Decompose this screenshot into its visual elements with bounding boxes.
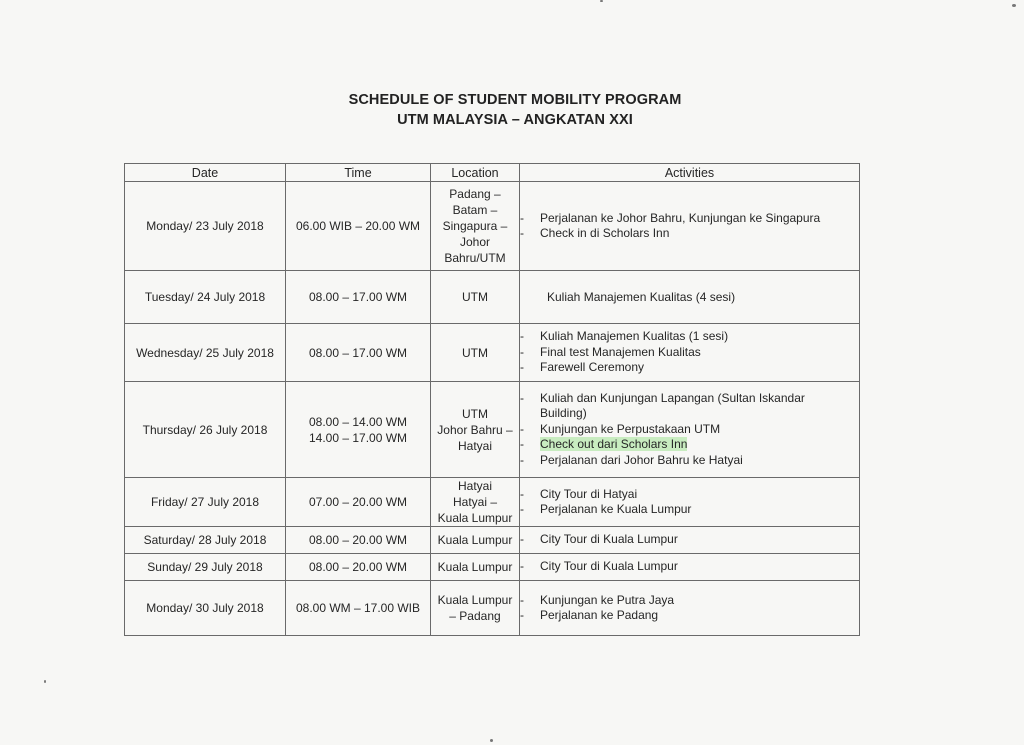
activity-list — [520, 487, 859, 518]
activity-item: - Kunjungan ke Perpustakaan UTM — [520, 422, 859, 438]
date-cell: Friday/ 27 July 2018 — [125, 478, 286, 527]
location-line: Kuala Lumpur — [437, 593, 513, 607]
scan-speck — [490, 739, 493, 742]
header-row — [125, 164, 860, 182]
activity-text: Kuliah Manajemen Kualitas (4 sesi) — [547, 290, 736, 304]
activity-item: - City Tour di Kuala Lumpur — [520, 559, 859, 575]
date-cell: Monday/ 30 July 2018 — [125, 581, 286, 636]
activities-cell — [520, 527, 860, 554]
activity-item: - Perjalanan ke Kuala Lumpur — [520, 502, 859, 518]
activity-item: - Perjalanan ke Padang — [520, 608, 859, 624]
activity-item: - Final test Manajemen Kualitas — [520, 345, 859, 361]
location-cell — [431, 271, 520, 324]
activity-list — [520, 391, 859, 469]
time-cell — [286, 324, 431, 382]
scan-speck — [1012, 4, 1016, 7]
table-row — [125, 478, 860, 527]
activities-cell — [520, 271, 860, 324]
date-cell: Monday/ 23 July 2018 — [125, 182, 286, 271]
activity-item: - Perjalanan dari Johor Bahru ke Hatyai — [520, 453, 859, 469]
location-line: UTM — [462, 345, 488, 360]
time-line: 07.00 – 20.00 WM — [308, 495, 408, 509]
location-cell — [431, 382, 520, 478]
location-line: Johor Bahru – — [437, 422, 513, 437]
activity-list — [520, 593, 859, 624]
activities-cell — [520, 382, 860, 478]
time-cell — [286, 271, 431, 324]
location-line: Hatyai – — [452, 495, 498, 509]
time-line: 08.00 WM – 17.00 WIB — [295, 601, 421, 615]
location-cell — [431, 182, 520, 271]
activities-cell — [520, 324, 860, 382]
date-cell: Wednesday/ 25 July 2018 — [125, 324, 286, 382]
activities-cell — [520, 581, 860, 636]
table-row — [125, 271, 860, 324]
table-row — [125, 382, 860, 478]
activities-cell — [520, 182, 860, 271]
activity-list — [520, 559, 859, 575]
location-cell — [431, 324, 520, 382]
activity-item: - Farewell Ceremony — [520, 360, 859, 376]
title-line-2: UTM MALAYSIA – ANGKATAN XXI — [397, 112, 633, 128]
location-line: Hatyai — [457, 479, 492, 493]
location-line: Johor — [459, 235, 491, 249]
location-line: UTM — [462, 406, 488, 421]
header-activities: Activities — [520, 164, 860, 182]
time-line: 08.00 – 20.00 WM — [308, 560, 408, 574]
date-cell: Sunday/ 29 July 2018 — [125, 554, 286, 581]
title-line-1: SCHEDULE OF STUDENT MOBILITY PROGRAM — [348, 92, 682, 108]
header-date: Date — [125, 164, 286, 182]
location-cell — [431, 478, 520, 527]
time-line: 08.00 – 14.00 WM — [308, 414, 408, 429]
time-cell — [286, 581, 431, 636]
activity-item — [520, 437, 859, 453]
time-line: 08.00 – 17.00 WM — [308, 290, 408, 304]
time-line: 14.00 – 17.00 WM — [308, 430, 408, 445]
schedule-table — [124, 163, 860, 636]
time-cell — [286, 554, 431, 581]
header-time: Time — [286, 164, 431, 182]
time-cell — [286, 478, 431, 527]
time-line: 06.00 WIB – 20.00 WM — [295, 219, 421, 233]
table-row — [125, 527, 860, 554]
location-line: Padang – — [449, 187, 501, 201]
location-line: Kuala Lumpur — [437, 511, 513, 525]
time-cell — [286, 182, 431, 271]
activities-cell — [520, 554, 860, 581]
activity-item: - Perjalanan ke Johor Bahru, Kunjungan ke Singapura — [520, 211, 859, 227]
scan-speck — [44, 680, 46, 683]
header-location: Location — [431, 164, 520, 182]
activity-item: - Check in di Scholars Inn — [520, 226, 859, 242]
date-cell: Tuesday/ 24 July 2018 — [125, 271, 286, 324]
activity-list — [520, 211, 859, 242]
activity-list — [520, 329, 859, 376]
location-line: Kuala Lumpur — [437, 560, 513, 574]
highlighted-activity: Check out dari Scholars Inn — [540, 437, 688, 452]
time-line: 08.00 – 20.00 WM — [308, 533, 408, 547]
date-cell: Saturday/ 28 July 2018 — [125, 527, 286, 554]
document-title — [0, 90, 1024, 130]
location-line: – Padang — [449, 609, 501, 623]
location-line: Kuala Lumpur — [437, 533, 513, 547]
location-cell — [431, 527, 520, 554]
activity-item: - Kuliah Manajemen Kualitas (1 sesi) — [520, 329, 859, 345]
activity-list — [520, 532, 859, 548]
time-line: 08.00 – 17.00 WM — [308, 345, 408, 360]
activities-cell — [520, 478, 860, 527]
time-cell — [286, 382, 431, 478]
location-line: Hatyai — [457, 438, 492, 453]
table-row — [125, 324, 860, 382]
date-cell: Thursday/ 26 July 2018 — [125, 382, 286, 478]
activity-item: - Kunjungan ke Putra Jaya — [520, 593, 859, 609]
activity-item: - Kuliah dan Kunjungan Lapangan (Sultan Iskandar Building) — [520, 391, 859, 422]
location-line: UTM — [462, 290, 488, 304]
time-cell — [286, 527, 431, 554]
location-line: Bahru/UTM — [444, 251, 506, 265]
location-cell — [431, 554, 520, 581]
scan-speck — [600, 0, 603, 2]
location-cell — [431, 581, 520, 636]
location-line: Singapura – — [442, 219, 508, 233]
activity-item: - City Tour di Hatyai — [520, 487, 859, 503]
table-row — [125, 182, 860, 271]
table-row — [125, 581, 860, 636]
table-row — [125, 554, 860, 581]
activity-item: - City Tour di Kuala Lumpur — [520, 532, 859, 548]
location-line: Batam – — [452, 203, 498, 217]
